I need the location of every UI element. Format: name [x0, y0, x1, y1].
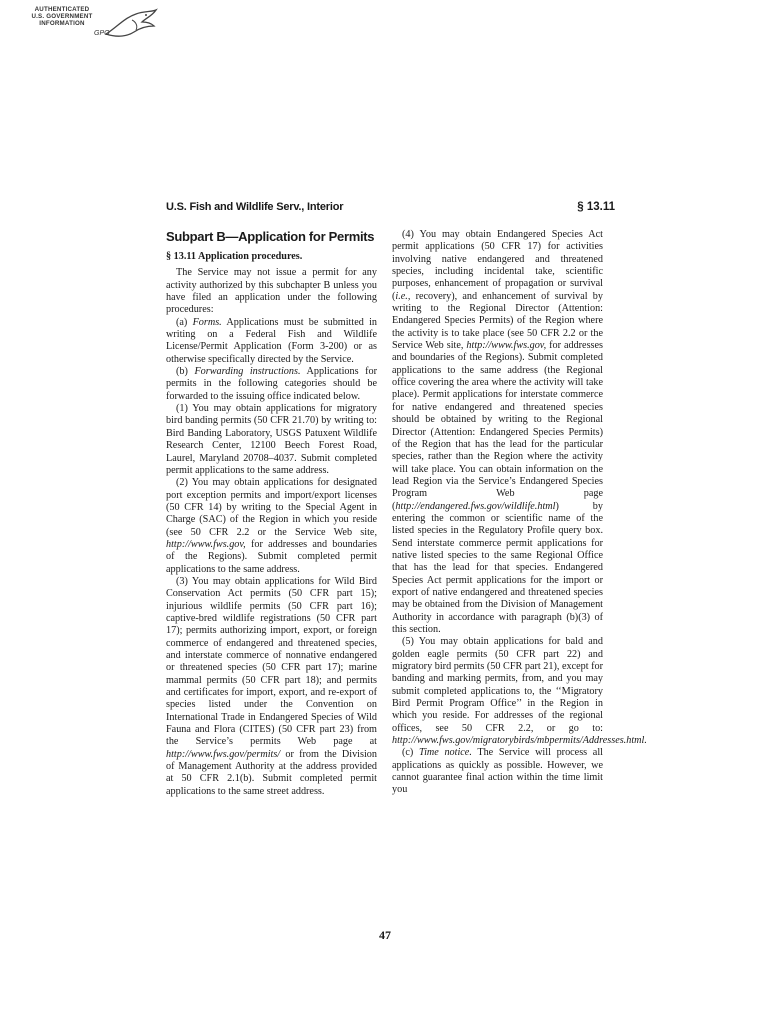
paragraph-b-text: Applications for permits in the following categories should be forwarded to the issuing office indicated below.	[166, 366, 377, 402]
paragraph-b4-text-mid2: for addresses and boundaries of the Regions). Submit completed applications to the same address (the Regional office covering the area where the activity will take place). Permit applications for interstate commerce for native endangered and threatened species should be obtained by writing to the Regional Director (Attention: Endangered Species Permits) of the Region that has the lead for the particular species, rather than the Region where the activity will take place. You can obtain information on the lead Region via the Service’s Endangered Species Program Web page (	[392, 340, 603, 512]
paragraph-b5-text: (5) You may obtain applications for bald and golden eagle permits (50 CFR part 22) and migratory bird permits (50 CFR part 21), except for banding and marking permits, from, and you may submit completed applications to, the ‘‘Migratory Bird Permit Program Office’’ in the Region in which you reside. For addresses of the regional offices, see 50 CFR 2.2, or go to:	[392, 636, 603, 734]
paragraph-b2-text-end: for addresses and boundaries of the Regions). Submit completed permit applications to the same address.	[166, 538, 377, 575]
section-heading: § 13.11 Application procedures.	[166, 251, 303, 262]
paragraph-b1: (1) You may obtain applications for migratory bird banding permits (50 CFR 21.70) by writing to: Bird Banding Laboratory, USGS Patuxent Wildlife Research Center, 12100 Beech Forest Road, Laurel, Maryland 20708–4037. Submit completed permit applications to the same address.	[166, 403, 377, 476]
paragraph-b4-ie: i.e.,	[395, 290, 411, 302]
paragraph-a	[166, 317, 377, 366]
badge-line-2: U.S. GOVERNMENT	[31, 13, 93, 20]
paragraph-c-label: (c)	[402, 747, 419, 759]
paragraph-b3	[166, 576, 377, 798]
badge-text	[18, 6, 106, 27]
paragraph-b	[166, 366, 377, 403]
paragraph-b4-text-end: ) by entering the common or scientific name of the listed species in the Regulatory Profile query box. Send interstate commerce permit applications for native listed species to the same Regional Office that has the lead for that species. Endangered Species Act permit applications for the import or export of native endangered and threatened species may be obtained from the Division of Management Authority in accordance with paragraph (b)(3) of this section.	[392, 500, 603, 635]
paragraph-a-text: Applications must be submitted in writing on a Federal Fish and Wildlife License/Permit Application (Form 3-200) or as otherwise specifically directed by the Service.	[166, 316, 377, 365]
paragraph-c-text: The Service will process all applications as quickly as possible. However, we cannot guarantee final action within the time limit you	[392, 747, 603, 796]
page-number: 47	[379, 928, 391, 942]
authenticated-badge	[18, 6, 146, 42]
left-column	[166, 229, 377, 798]
paragraph-b3-text-end: or from the Division of Management Authority at the address provided at 50 CFR 2.1(b). Submit completed permit applications to the same street address.	[166, 748, 377, 797]
paragraph-b2	[166, 477, 377, 576]
paragraph-b4	[392, 229, 603, 636]
endangered-species-page-link[interactable]: http://endangered.fws.gov/wildlife.html	[395, 500, 556, 512]
paragraph-b3-text: (3) You may obtain applications for Wild Bird Conservation Act permits (50 CFR part 15); injurious wildlife permits (50 CFR part 16); captive-bred wildlife registrations (50 CFR part 17); permits authorizing import, export, or foreign commerce of endangered and threatened species, and interstate commerce of nonnative endangered or threatened species (50 CFR part 17); marine mammal permits (50 CFR part 18); and permits and certificates for import, export, and re-export of species listed under the Convention on International Trade in Endangered Species of Wild Fauna and Flora (CITES) (50 CFR part 23) from the Service’s permits Web page at	[166, 575, 377, 748]
migratory-birds-addresses-link[interactable]: http://www.fws.gov/migratorybirds/mbpermits/Addresses.html.	[392, 735, 647, 747]
fws-website-link[interactable]: http://www.fws.gov,	[466, 340, 547, 352]
paragraph-b2-text: (2) You may obtain applications for designated port exception permits and import/export licenses (50 CFR 14) by writing to the Special Agent in Charge (SAC) of the Region in which you reside (see 50 CFR 2.2 or the Service Web site,	[166, 477, 377, 538]
paragraph-a-label: (a)	[176, 316, 193, 328]
right-column	[392, 229, 647, 797]
paragraph-b4-text: (4) You may obtain Endangered Species Act permit applications (50 CFR 17) for activities involving native endangered and threatened species, including incidental take, scientific purposes, enhancement of propagation or survival (	[392, 229, 603, 302]
badge-gpo-mark: GPO	[94, 30, 110, 37]
eagle-icon	[102, 8, 158, 40]
fws-website-link[interactable]: http://www.fws.gov,	[166, 538, 246, 550]
paragraph-intro: The Service may not issue a permit for any activity authorized by this subchapter B unless you have filed an application under the following procedures:	[166, 267, 377, 316]
paragraph-b4-text-mid: recovery), and enhancement of survival by writing to the Regional Director (Attention: Endangered Species Permits) of the Region where the activity is to take place (see 50 CFR 2.2 or the Service Web site,	[392, 290, 603, 352]
badge-line-1: AUTHENTICATED	[34, 6, 90, 13]
permits-page-link[interactable]: http://www.fws.gov/permits/	[166, 748, 281, 760]
badge-line-3: INFORMATION	[39, 20, 85, 27]
paragraph-b-title: Forwarding instructions.	[194, 366, 301, 378]
paragraph-c	[392, 747, 603, 796]
paragraph-a-title: Forms.	[192, 316, 222, 328]
subpart-title: Subpart B—Application for Permits	[166, 229, 375, 244]
running-header-agency: U.S. Fish and Wildlife Serv., Interior	[166, 201, 344, 213]
running-header-section: § 13.11	[577, 201, 615, 213]
paragraph-b5	[392, 636, 647, 747]
paragraph-b-label: (b)	[176, 366, 195, 378]
paragraph-c-title: Time notice.	[418, 747, 472, 759]
